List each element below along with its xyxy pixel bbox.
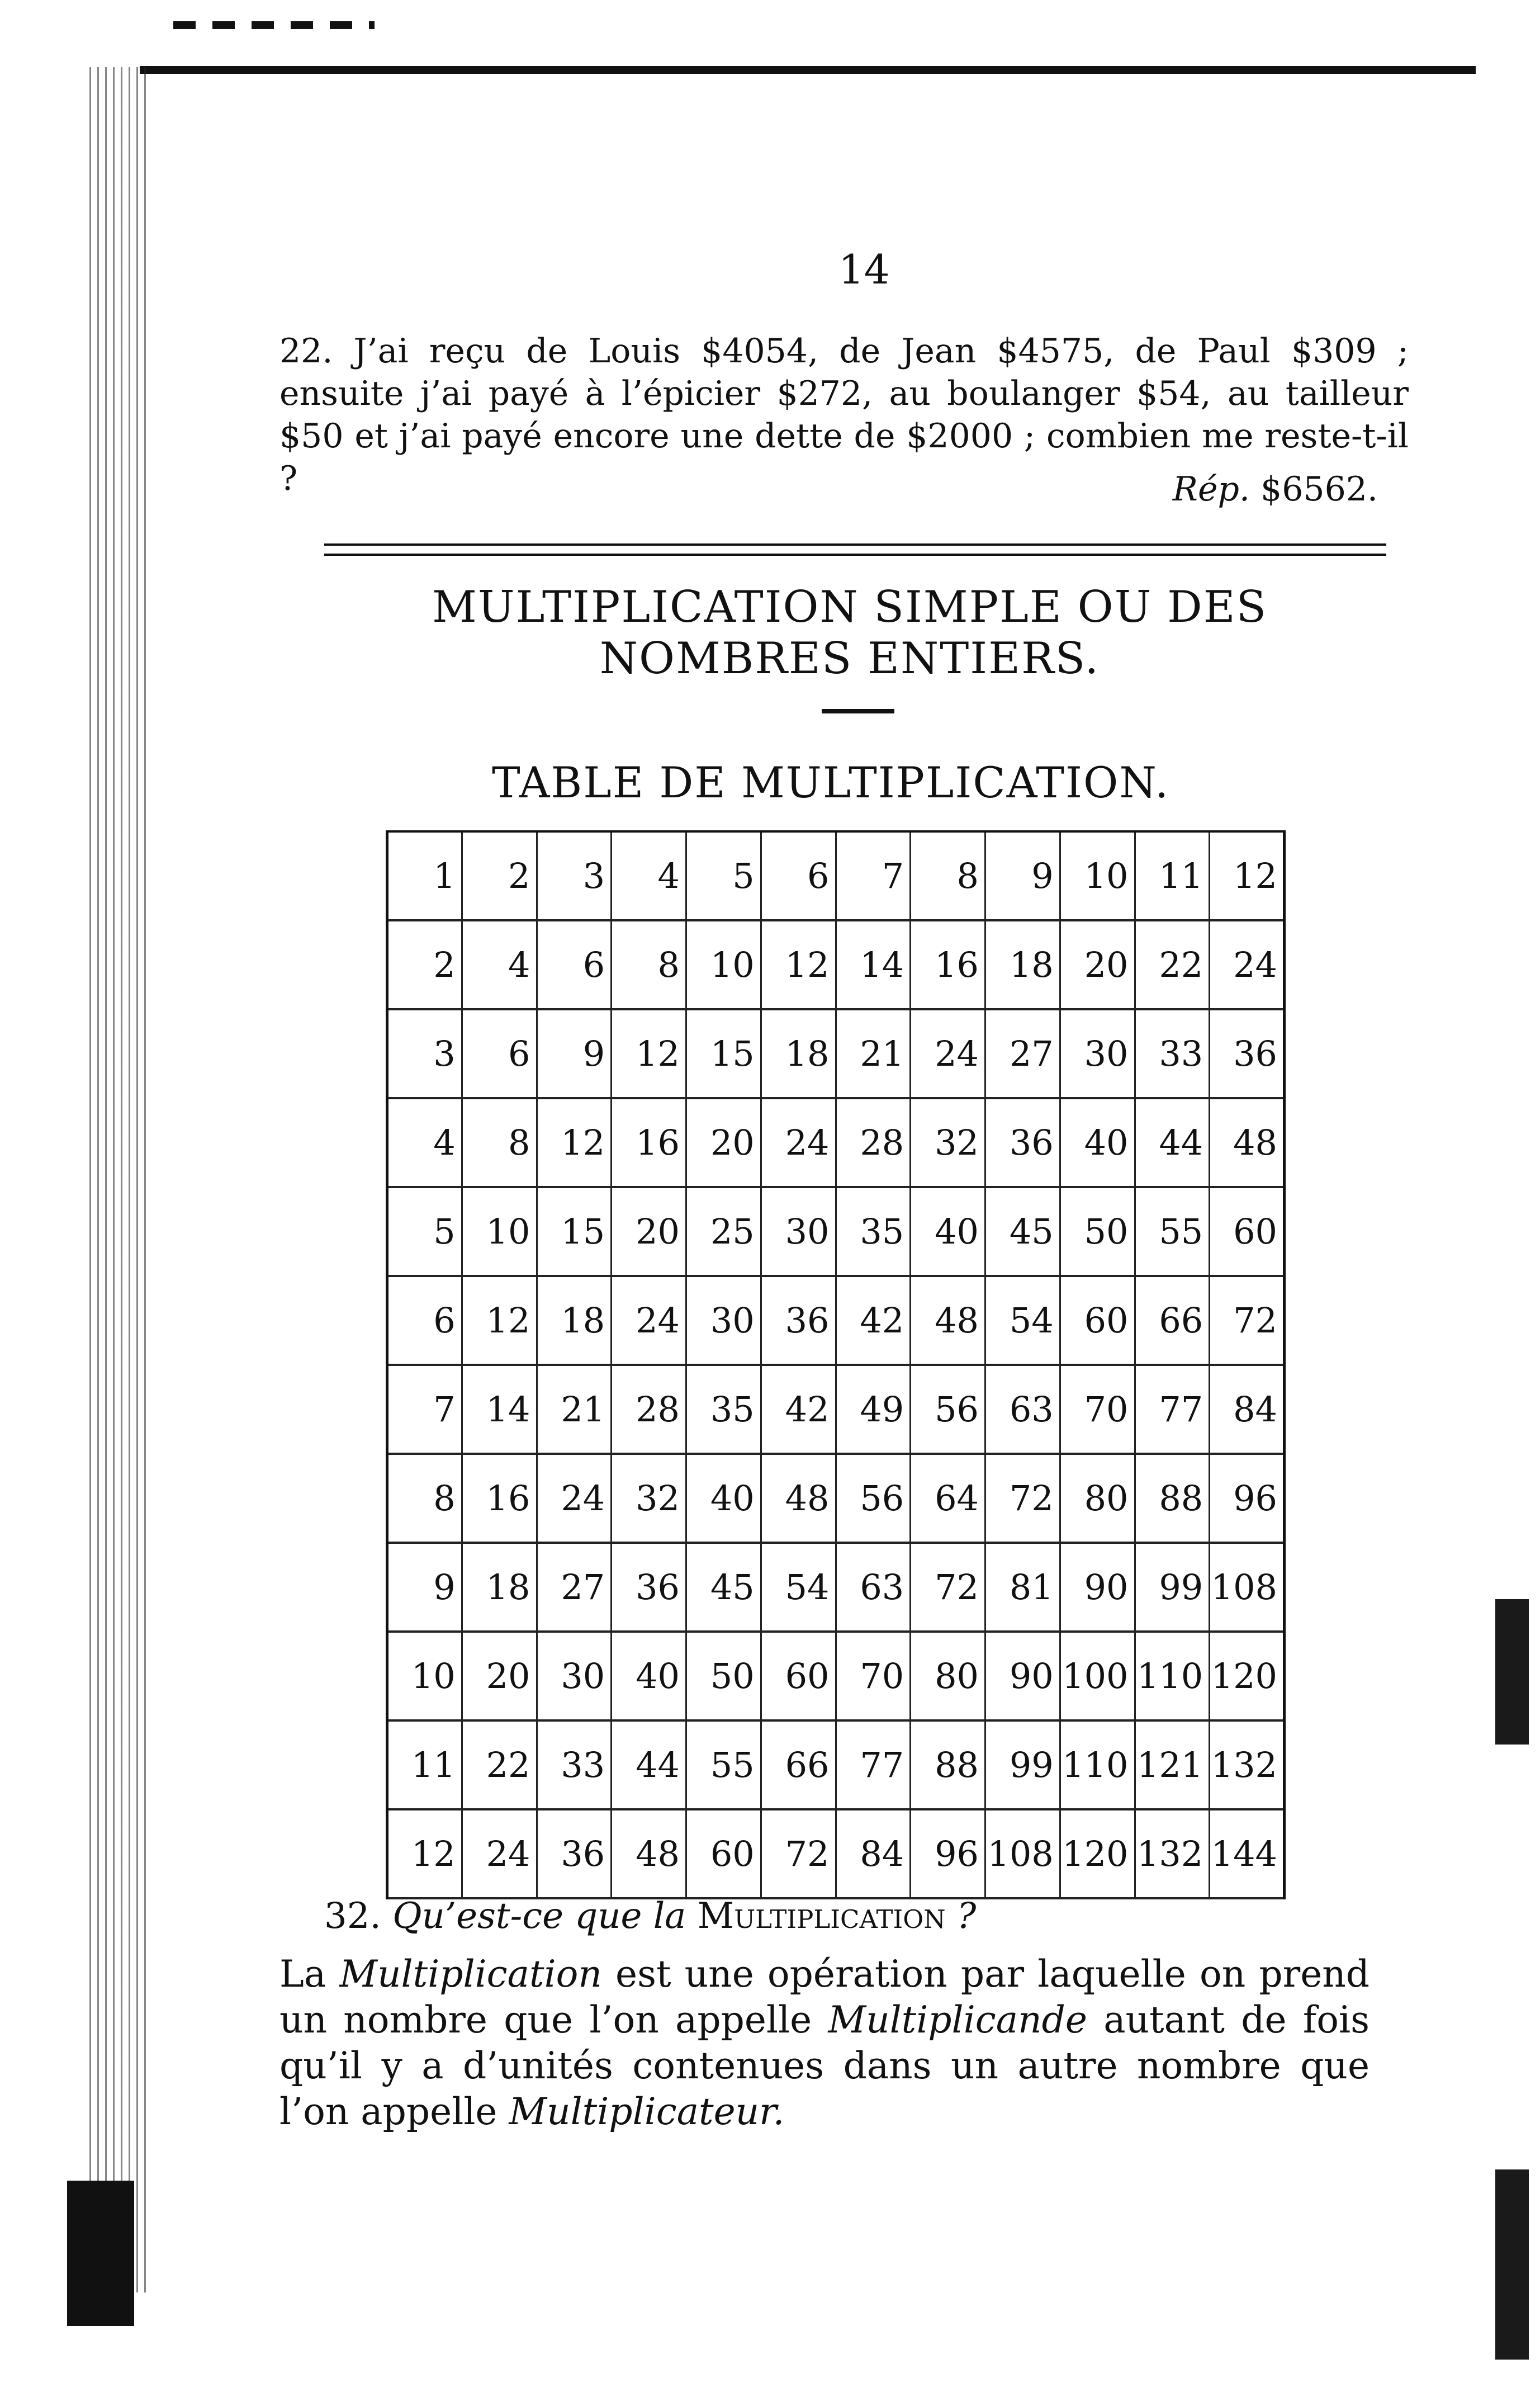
table-cell: 30 [1060, 1009, 1135, 1098]
table-cell: 14 [836, 920, 911, 1009]
table-cell: 36 [612, 1543, 686, 1632]
table-cell: 88 [911, 1720, 985, 1809]
table-cell: 55 [686, 1720, 761, 1809]
table-row [387, 1098, 1285, 1187]
table-cell: 96 [1210, 1454, 1285, 1543]
table-cell: 32 [612, 1454, 686, 1543]
table-cell: 28 [612, 1365, 686, 1454]
answer-label: Rép. [1172, 470, 1250, 509]
table-cell: 96 [911, 1809, 985, 1898]
definition-term-multiplication: Multiplication [339, 1953, 602, 1996]
table-cell: 28 [836, 1098, 911, 1187]
table-cell: 90 [1060, 1543, 1135, 1632]
page-number: 14 [838, 246, 890, 293]
table-cell: 9 [985, 831, 1060, 920]
table-cell: 20 [462, 1632, 537, 1720]
table-cell: 4 [612, 831, 686, 920]
table-cell: 6 [462, 1009, 537, 1098]
table-cell: 24 [1210, 920, 1285, 1009]
table-row [387, 1187, 1285, 1276]
table-cell: 30 [686, 1276, 761, 1365]
table-row [387, 920, 1285, 1009]
table-cell: 77 [836, 1720, 911, 1809]
table-cell: 10 [387, 1632, 462, 1720]
table-cell: 27 [985, 1009, 1060, 1098]
table-cell: 15 [537, 1187, 612, 1276]
question-text: Qu’est-ce que la [392, 1895, 686, 1937]
table-cell: 18 [985, 920, 1060, 1009]
table-cell: 54 [985, 1276, 1060, 1365]
table-cell: 9 [537, 1009, 612, 1098]
table-cell: 88 [1135, 1454, 1210, 1543]
table-cell: 21 [836, 1009, 911, 1098]
scan-artifact-top [173, 21, 375, 29]
table-cell: 48 [612, 1809, 686, 1898]
table-cell: 12 [387, 1809, 462, 1898]
multiplication-table [386, 830, 1286, 1899]
table-cell: 144 [1210, 1809, 1285, 1898]
table-cell: 132 [1135, 1809, 1210, 1898]
page-top-rule [140, 66, 1476, 74]
table-title: TABLE DE MULTIPLICATION. [492, 758, 1170, 807]
table-cell: 121 [1135, 1720, 1210, 1809]
table-cell: 54 [761, 1543, 836, 1632]
table-cell: 5 [387, 1187, 462, 1276]
table-cell: 6 [387, 1276, 462, 1365]
table-cell: 63 [836, 1543, 911, 1632]
table-cell: 42 [761, 1365, 836, 1454]
table-cell: 25 [686, 1187, 761, 1276]
table-cell: 120 [1210, 1632, 1285, 1720]
table-cell: 12 [612, 1009, 686, 1098]
question-mark: ? [956, 1895, 977, 1937]
table-cell: 108 [985, 1809, 1060, 1898]
problem-answer [1173, 470, 1378, 509]
section-title: MULTIPLICATION SIMPLE OU DES NOMBRES ENTIERS. [432, 582, 1268, 684]
table-cell: 24 [462, 1809, 537, 1898]
table-cell: 48 [761, 1454, 836, 1543]
table-cell: 60 [1060, 1276, 1135, 1365]
table-cell: 18 [462, 1543, 537, 1632]
table-cell: 45 [686, 1543, 761, 1632]
table-cell: 27 [537, 1543, 612, 1632]
table-cell: 2 [387, 920, 462, 1009]
table-cell: 4 [387, 1098, 462, 1187]
table-cell: 5 [686, 831, 761, 920]
table-cell: 22 [462, 1720, 537, 1809]
scan-binding-shadow [67, 2181, 134, 2326]
table-cell: 56 [836, 1454, 911, 1543]
table-row [387, 1454, 1285, 1543]
table-cell: 44 [1135, 1098, 1210, 1187]
answer-value: $6562. [1261, 470, 1378, 509]
table-cell: 100 [1060, 1632, 1135, 1720]
definition-term-multiplicateur: Multiplicateur. [509, 2090, 785, 2133]
table-cell: 72 [761, 1809, 836, 1898]
table-cell: 72 [911, 1543, 985, 1632]
table-row [387, 1276, 1285, 1365]
table-cell: 1 [387, 831, 462, 920]
table-row [387, 1809, 1285, 1898]
definition-part-3: autant de fois qu’il y a d’unités contenues dans un autre nombre que l’on appelle [279, 1998, 1370, 2133]
table-cell: 35 [836, 1187, 911, 1276]
section-divider-bottom [324, 554, 1386, 556]
table-cell: 70 [1060, 1365, 1135, 1454]
table-cell: 12 [537, 1098, 612, 1187]
table-cell: 84 [1210, 1365, 1285, 1454]
definition-part-2: est une opération par laquelle on prend un nombre que l’on appelle [279, 1953, 1370, 2041]
table-cell: 80 [1060, 1454, 1135, 1543]
table-row [387, 1720, 1285, 1809]
table-cell: 30 [761, 1187, 836, 1276]
question-term: Multiplication [697, 1895, 946, 1937]
table-cell: 63 [985, 1365, 1060, 1454]
table-cell: 32 [911, 1098, 985, 1187]
table-cell: 18 [761, 1009, 836, 1098]
table-cell: 40 [1060, 1098, 1135, 1187]
table-cell: 48 [1210, 1098, 1285, 1187]
table-cell: 33 [1135, 1009, 1210, 1098]
table-cell: 56 [911, 1365, 985, 1454]
table-cell: 8 [387, 1454, 462, 1543]
table-cell: 66 [761, 1720, 836, 1809]
table-row [387, 1365, 1285, 1454]
table-cell: 30 [537, 1632, 612, 1720]
table-cell: 6 [537, 920, 612, 1009]
table-cell: 24 [612, 1276, 686, 1365]
table-cell: 44 [612, 1720, 686, 1809]
table-cell: 11 [387, 1720, 462, 1809]
table-cell: 16 [612, 1098, 686, 1187]
table-cell: 36 [1210, 1009, 1285, 1098]
table-cell: 20 [1060, 920, 1135, 1009]
table-cell: 36 [537, 1809, 612, 1898]
table-row [387, 1543, 1285, 1632]
table-cell: 66 [1135, 1276, 1210, 1365]
table-cell: 20 [612, 1187, 686, 1276]
table-cell: 21 [537, 1365, 612, 1454]
table-cell: 110 [1135, 1632, 1210, 1720]
table-cell: 99 [985, 1720, 1060, 1809]
table-cell: 33 [537, 1720, 612, 1809]
table-cell: 40 [911, 1187, 985, 1276]
table-cell: 36 [761, 1276, 836, 1365]
question-32 [324, 1895, 976, 1937]
table-cell: 24 [761, 1098, 836, 1187]
table-cell: 55 [1135, 1187, 1210, 1276]
table-cell: 16 [462, 1454, 537, 1543]
section-divider-top [324, 543, 1386, 546]
definition-term-multiplicande: Multiplicande [828, 1998, 1087, 2041]
table-row [387, 831, 1285, 920]
table-cell: 110 [1060, 1720, 1135, 1809]
definition-part-1: La [279, 1953, 326, 1996]
table-cell: 40 [612, 1632, 686, 1720]
table-cell: 60 [761, 1632, 836, 1720]
table-cell: 24 [537, 1454, 612, 1543]
table-cell: 20 [686, 1098, 761, 1187]
table-cell: 40 [686, 1454, 761, 1543]
table-cell: 49 [836, 1365, 911, 1454]
table-cell: 99 [1135, 1543, 1210, 1632]
definition-paragraph [279, 1951, 1370, 2135]
question-number: 32. [324, 1895, 381, 1937]
table-cell: 84 [836, 1809, 911, 1898]
table-row [387, 1009, 1285, 1098]
table-cell: 7 [387, 1365, 462, 1454]
table-cell: 24 [911, 1009, 985, 1098]
table-cell: 4 [462, 920, 537, 1009]
problem-22: 22. J’ai reçu de Louis $4054, de Jean $4575, de Paul $309 ; ensuite j’ai payé à l’épicier $272, au boulanger $54, au tailleur $50 et j’ai payé encore une dette de $2000 ; combien me reste-t-il ? [279, 332, 1409, 498]
table-cell: 60 [686, 1809, 761, 1898]
table-cell: 120 [1060, 1809, 1135, 1898]
table-cell: 12 [462, 1276, 537, 1365]
table-cell: 50 [686, 1632, 761, 1720]
table-cell: 8 [462, 1098, 537, 1187]
table-cell: 16 [911, 920, 985, 1009]
table-cell: 72 [1210, 1276, 1285, 1365]
table-cell: 7 [836, 831, 911, 920]
table-cell: 72 [985, 1454, 1060, 1543]
table-cell: 90 [985, 1632, 1060, 1720]
table-cell: 12 [1210, 831, 1285, 920]
table-cell: 11 [1135, 831, 1210, 920]
table-cell: 3 [537, 831, 612, 920]
table-cell: 8 [612, 920, 686, 1009]
table-cell: 3 [387, 1009, 462, 1098]
table-cell: 42 [836, 1276, 911, 1365]
table-cell: 108 [1210, 1543, 1285, 1632]
table-cell: 48 [911, 1276, 985, 1365]
table-cell: 60 [1210, 1187, 1285, 1276]
table-cell: 64 [911, 1454, 985, 1543]
table-cell: 6 [761, 831, 836, 920]
table-cell: 2 [462, 831, 537, 920]
table-cell: 14 [462, 1365, 537, 1454]
table-row [387, 1632, 1285, 1720]
table-cell: 77 [1135, 1365, 1210, 1454]
table-cell: 8 [911, 831, 985, 920]
table-cell: 15 [686, 1009, 761, 1098]
table-cell: 10 [462, 1187, 537, 1276]
table-cell: 35 [686, 1365, 761, 1454]
table-cell: 81 [985, 1543, 1060, 1632]
table-cell: 9 [387, 1543, 462, 1632]
table-cell: 10 [686, 920, 761, 1009]
scan-artifact-right-lower [1495, 2169, 1529, 2360]
scan-artifact-right [1495, 1599, 1529, 1745]
scan-binding-edge [89, 67, 151, 2292]
table-cell: 22 [1135, 920, 1210, 1009]
table-cell: 50 [1060, 1187, 1135, 1276]
table-cell: 80 [911, 1632, 985, 1720]
table-cell: 18 [537, 1276, 612, 1365]
table-cell: 36 [985, 1098, 1060, 1187]
table-cell: 12 [761, 920, 836, 1009]
table-cell: 132 [1210, 1720, 1285, 1809]
table-cell: 70 [836, 1632, 911, 1720]
table-cell: 10 [1060, 831, 1135, 920]
table-cell: 45 [985, 1187, 1060, 1276]
title-rule [822, 709, 894, 713]
